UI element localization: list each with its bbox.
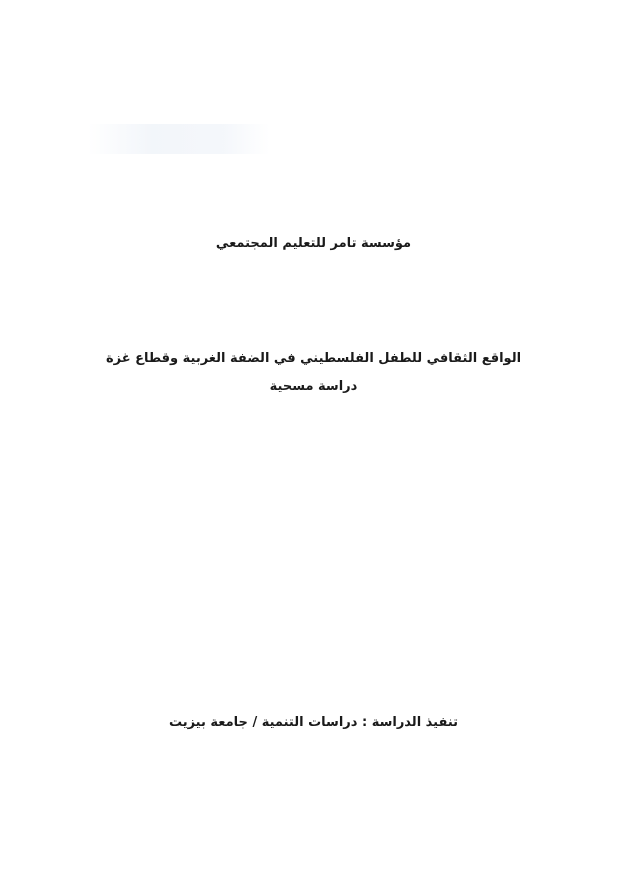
faint-logo-mark — [88, 124, 270, 154]
publisher-name: مؤسسة تامر للتعليم المجتمعي — [215, 236, 412, 251]
study-executor: تنفيذ الدراسة : دراسات التنمية / جامعة بيزيت — [168, 715, 459, 730]
document-title: الواقع الثقافي للطفل الفلسطيني في الضفة الغربية وقطاع غزة — [105, 351, 522, 366]
document-subtitle: دراسة مسحية — [269, 379, 358, 394]
